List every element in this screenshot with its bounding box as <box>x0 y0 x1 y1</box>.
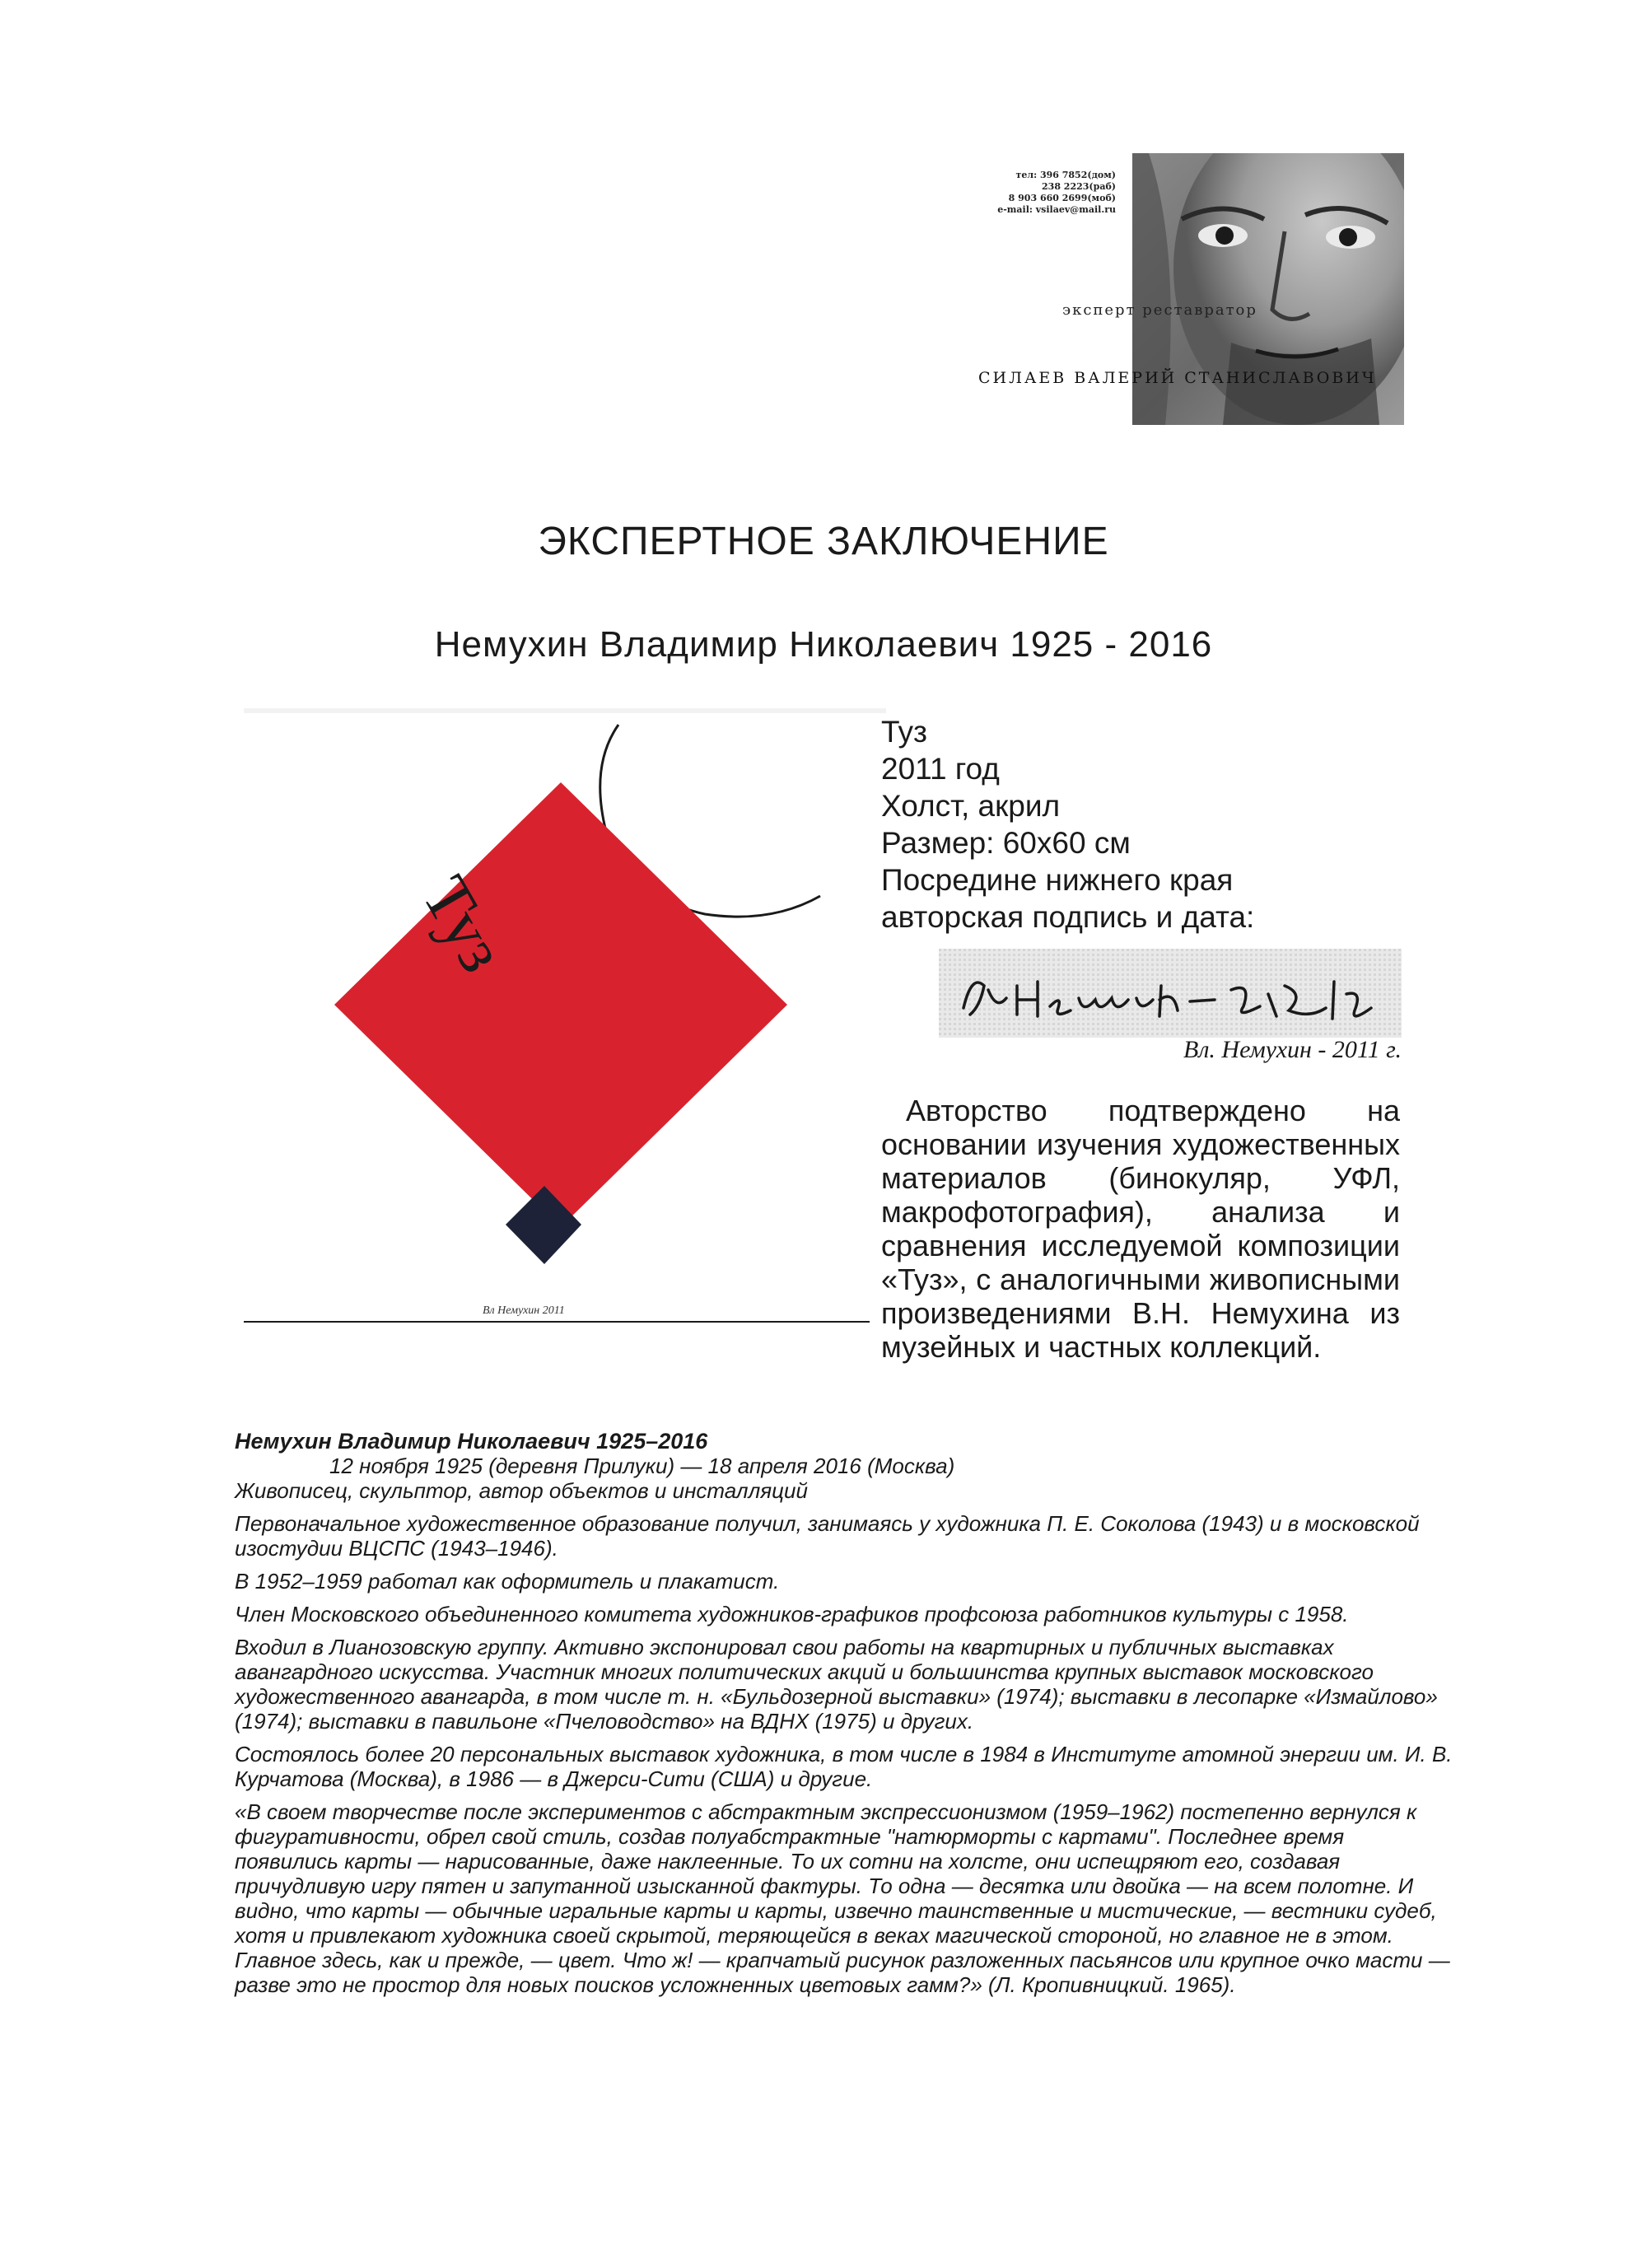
bio-paragraph: Входил в Лианозовскую группу. Активно экспонировал свои работы на квартирных и публичных выставках авангардного искусства. Участник многих политических акций и большинства крупных выставок московского художественного авангарда, в том числе т. н. «Бульдозерной выставки» (1974); выставки в лесопарке «Измайлово» (1974); выставки в павильоне «Пчеловодство» на ВДНХ (1975) и других. <box>235 1635 1438 1734</box>
bio-paragraph: Первоначальное художественное образование получил, занимаясь у художника П. Е. Соколова (1943) и в московской изостудии ВЦСПС (1943–1946). <box>235 1511 1420 1561</box>
signature-photo <box>939 949 1402 1038</box>
artwork-title: Туз <box>881 715 927 749</box>
bio-occupation: Живописец, скульптор, автор объектов и инсталляций <box>235 1478 808 1503</box>
bio-quote: «В своем творчестве после экспериментов с абстрактным экспрессионизмом (1959–1962) постепенно вернулся к фигуративности, обрел свой стиль, создав полуабстрактные "натюрморты с картами". Последнее время появились карты — нарисованные, даже наклеенные. То их сотни на холсте, они испещряют его, создавая причудливую игру пятен и запутанной изысканной фактуры. То одна — десятка или двойка — на всем полотне. И видно, что карты — обычные игральные карты и карты, извечно таинственные и мистические, — вестники судеб, хотя и привлекают художника своей скрытой, теряющейся в веках магической стороной, но главное не в этом. Главное здесь, как и прежде, — цвет. Что ж! — крапчатый рисунок разложенных пасьянсов или крупное очко масти — разве это не простор для новых поисков усложненных цветовых гамм?» (Л. Кропивницкий. 1965). <box>235 1799 1450 1997</box>
artwork-details <box>881 713 1408 936</box>
bio-dates: 12 ноября 1925 (деревня Прилуки) — 18 апреля 2016 (Москва) <box>329 1454 955 1478</box>
painting-signature: Вл Немухин 2011 <box>483 1304 565 1317</box>
signature-note: авторская подпись и дата: <box>881 900 1255 934</box>
artwork-size: Размер: 60х60 см <box>881 826 1131 860</box>
expert-name: СИЛАЕВ ВАЛЕРИЙ СТАНИСЛАВОВИЧ <box>978 369 1377 387</box>
attribution-text: Авторство подтверждено на основании изучения художественных материалов (бинокуляр, УФЛ, макрофотография), анализа и сравнения исследуемой композиции «Туз», с аналогичными живописными произведениями В.Н. Немухина из музейных и частных коллекций. <box>881 1094 1400 1364</box>
signature-caption: Вл. Немухин - 2011 г. <box>1183 1036 1402 1063</box>
card-label: Туз <box>408 865 519 984</box>
contact-info <box>955 170 1116 216</box>
contact-line: 8 903 660 2699(моб) <box>1008 193 1116 203</box>
page-title: ЭКСПЕРТНОЕ ЗАКЛЮЧЕНИЕ <box>538 520 1109 563</box>
biography <box>235 1429 1453 1997</box>
bio-name: Немухин Владимир Николаевич 1925–2016 <box>235 1429 708 1454</box>
artwork-year: 2011 год <box>881 752 1000 786</box>
contact-line: 238 2223(раб) <box>1042 181 1116 192</box>
signature-note: Посредине нижнего края <box>881 863 1234 897</box>
letterhead <box>955 153 1404 425</box>
expert-role: эксперт реставратор <box>1062 301 1257 319</box>
artwork-medium: Холст, акрил <box>881 789 1061 823</box>
attribution-block <box>239 1094 1400 1364</box>
artist-header: Немухин Владимир Николаевич 1925 - 2016 <box>434 624 1213 665</box>
contact-line: e-mail: vsilaev@mail.ru <box>997 204 1116 215</box>
bio-paragraph: В 1952–1959 работал как оформитель и плакатист. <box>235 1569 780 1594</box>
bio-paragraph: Состоялось более 20 персональных выставок художника, в том числе в 1984 в Институте атомной энергии им. И. В. Курчатова (Москва), в 1986 — в Джерси-Сити (США) и другие. <box>235 1742 1453 1791</box>
bio-paragraph: Член Московского объединенного комитета художников-графиков профсоюза работников культуры с 1958. <box>235 1602 1349 1626</box>
contact-line: тел: 396 7852(дом) <box>1015 170 1116 180</box>
